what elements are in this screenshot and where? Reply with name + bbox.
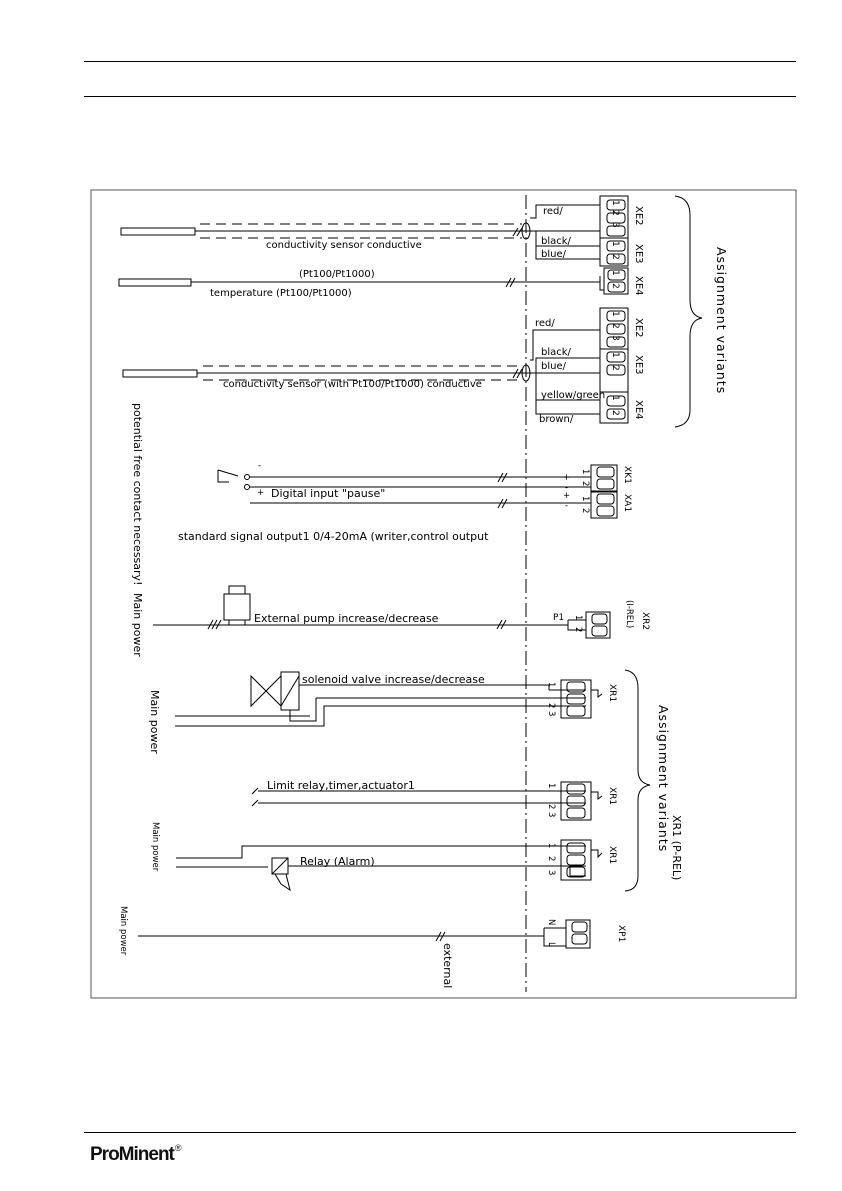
pump-label: External pump increase/decrease <box>254 612 439 625</box>
label-xe4-bottom: XE4 <box>633 400 644 420</box>
diagram-frame <box>91 190 796 998</box>
svg-text:1: 1 <box>610 352 620 358</box>
label-xr2-sub: (I-REL) <box>624 600 634 629</box>
svg-text:3: 3 <box>610 222 620 228</box>
solenoid-label: solenoid valve increase/decrease <box>302 673 485 686</box>
svg-text:2: 2 <box>546 703 556 709</box>
label-xr2: XR2 <box>640 612 650 631</box>
main-power-label-3: Main power <box>150 822 160 872</box>
terminal-block-xp1 <box>566 920 590 948</box>
svg-text:1: 1 <box>610 395 620 401</box>
label-xk1: XK1 <box>622 466 632 484</box>
wire-brown: brown/ <box>539 414 574 425</box>
external-label: external <box>441 943 454 989</box>
assignment-variants-top: Assignment variants <box>714 247 729 395</box>
wire-blue-2: blue/ <box>541 361 566 372</box>
wire-black-1: black/ <box>541 236 571 247</box>
svg-text:+: + <box>257 488 265 498</box>
standard-signal-wire <box>250 499 591 508</box>
label-l: L <box>546 942 556 947</box>
svg-text:2: 2 <box>580 508 590 514</box>
svg-text:-: - <box>565 483 569 493</box>
svg-text:1: 1 <box>610 241 620 247</box>
svg-text:+: + <box>563 473 571 483</box>
standard-signal-label: standard signal output1 0/4-20mA (writer,control output <box>178 530 489 543</box>
wire-yellow-green: yellow/green <box>541 390 606 401</box>
prominent-logo: ProMinent® <box>90 1143 182 1165</box>
terminal-block-xr1-b <box>561 782 602 820</box>
svg-text:3: 3 <box>546 870 556 876</box>
svg-text:3: 3 <box>610 335 620 341</box>
svg-text:1: 1 <box>610 311 620 317</box>
label-xr1-b: XR1 <box>607 787 617 806</box>
temperature-label: temperature (Pt100/Pt1000) <box>210 288 352 299</box>
relay-alarm-label: Relay (Alarm) <box>300 855 375 868</box>
assignment-variants-bottom: Assignment variants <box>656 705 671 853</box>
label-xr1-a: XR1 <box>607 684 617 703</box>
svg-text:2: 2 <box>573 627 583 633</box>
temperature-label-top: (Pt100/Pt1000) <box>299 269 375 280</box>
label-p1: P1 <box>553 613 565 623</box>
svg-text:-: - <box>258 461 262 471</box>
main-power-label-1: Main power <box>131 593 144 657</box>
label-xe3-bottom: XE3 <box>633 355 644 375</box>
conductivity-sensor-1 <box>121 223 530 239</box>
assignment-brace-top <box>675 196 702 427</box>
label-n: N <box>546 919 556 926</box>
svg-text:-: - <box>565 501 569 511</box>
terminal-block-xr2 <box>586 612 610 638</box>
svg-text:2: 2 <box>610 365 620 371</box>
relay-alarm <box>176 846 586 890</box>
svg-text:1: 1 <box>546 783 556 789</box>
label-xr1-c: XR1 <box>607 846 617 865</box>
label-xe2-bottom: XE2 <box>633 318 644 338</box>
footer-rule <box>84 1132 796 1133</box>
label-xp1: XP1 <box>616 925 626 943</box>
svg-text:1: 1 <box>546 843 556 849</box>
main-power-label-4: Main power <box>118 906 128 956</box>
svg-text:2: 2 <box>610 254 620 260</box>
svg-text:2: 2 <box>610 410 620 416</box>
main-power-line <box>138 928 566 946</box>
limit-label: Limit relay,timer,actuator1 <box>267 779 415 792</box>
label-xe3-top: XE3 <box>633 244 644 264</box>
potential-free-label: potential free contact necessary! <box>131 403 144 586</box>
svg-text:2: 2 <box>580 481 590 487</box>
terminal-block-xk1-xa1 <box>591 465 617 518</box>
terminal-block-xr1-a <box>561 680 602 718</box>
digital-input-label: Digital input "pause" <box>271 487 386 500</box>
svg-text:1: 1 <box>546 682 556 688</box>
svg-text:1: 1 <box>580 496 590 502</box>
sensor-2-label: conductivity sensor (with Pt100/Pt1000) conductive <box>223 379 482 390</box>
svg-text:1: 1 <box>610 270 620 276</box>
svg-text:2: 2 <box>546 856 556 862</box>
sensor-1-label: conductivity sensor conductive <box>266 240 422 251</box>
wire-red-2: red/ <box>535 318 555 329</box>
wire-blue-1: blue/ <box>541 249 566 260</box>
label-xa1: XA1 <box>622 494 632 513</box>
svg-text:2: 2 <box>610 283 620 289</box>
svg-text:3: 3 <box>546 812 556 818</box>
label-xe4-top: XE4 <box>633 276 644 296</box>
svg-text:3: 3 <box>546 711 556 717</box>
assignment-brace-bottom <box>625 670 650 891</box>
svg-text:1: 1 <box>573 615 583 621</box>
svg-text:2: 2 <box>610 210 620 216</box>
xr1-prel-label: XR1 (P-REL) <box>670 815 683 881</box>
svg-text:2: 2 <box>546 804 556 810</box>
wire-red-1: red/ <box>543 206 563 217</box>
svg-text:+: + <box>563 491 571 501</box>
svg-text:1: 1 <box>610 200 620 206</box>
wire-black-2: black/ <box>541 347 571 358</box>
svg-text:2: 2 <box>610 323 620 329</box>
main-power-label-2: Main power <box>148 690 161 754</box>
svg-text:1: 1 <box>580 469 590 475</box>
label-xe2-top: XE2 <box>633 206 644 226</box>
